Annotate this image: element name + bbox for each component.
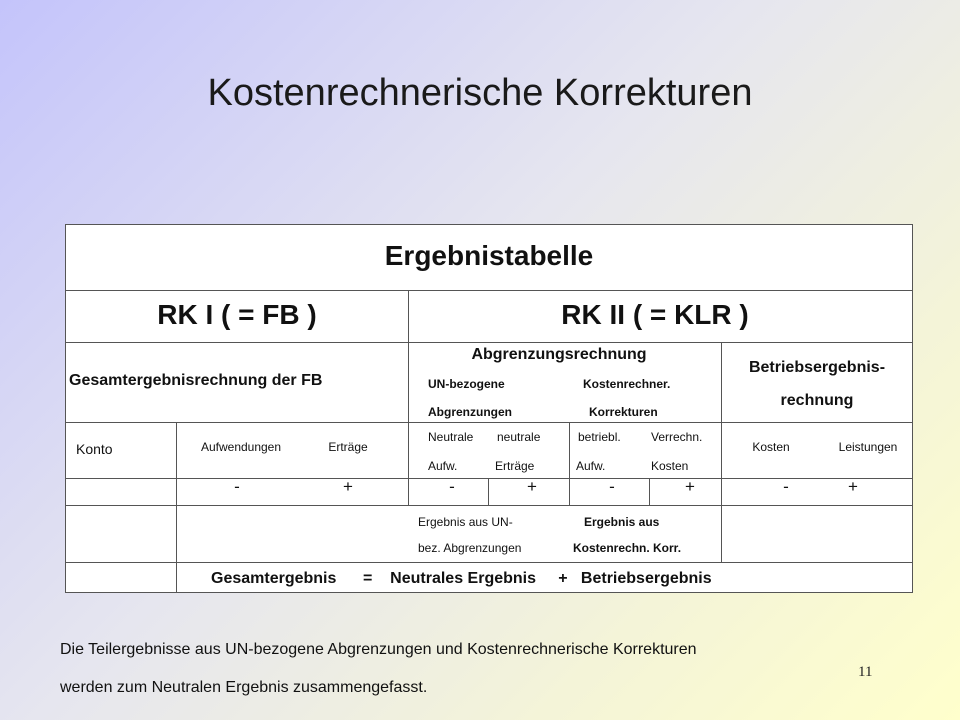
sign-minus: - xyxy=(609,477,615,496)
betriebs-label: Betriebsergebnis- xyxy=(748,359,886,376)
betriebl-aufw-label-2: Aufw. xyxy=(576,459,606,473)
divider xyxy=(66,342,912,343)
table-header: Ergebnistabelle xyxy=(384,240,594,271)
neutrale-aufw-label-2: Aufw. xyxy=(428,459,458,473)
formula-row: Gesamtergebnis = Neutrales Ergebnis + Betriebsergebnis xyxy=(211,570,712,587)
gesamt-fb-label: Gesamtergebnisrechnung der FB xyxy=(69,372,323,389)
abgrenzung-label: Abgrenzungsrechnung xyxy=(471,346,647,363)
un-bezogene-label-2: Abgrenzungen xyxy=(428,405,512,419)
divider xyxy=(66,562,912,563)
ergebnis-un-label-2: bez. Abgrenzungen xyxy=(418,541,522,555)
leistungen-label: Leistungen xyxy=(838,440,898,454)
divider xyxy=(66,290,912,291)
result-table xyxy=(65,224,913,593)
sign-plus: + xyxy=(685,477,695,496)
sign-minus: - xyxy=(783,477,789,496)
divider xyxy=(721,505,722,562)
neutrale-ertraege-label-2: Erträge xyxy=(495,459,535,473)
neutrale-aufw-label: Neutrale xyxy=(428,430,474,444)
divider xyxy=(569,422,570,506)
aufwendungen-label: Aufwendungen xyxy=(200,440,282,454)
betriebs-label-2: rechnung xyxy=(780,392,854,409)
divider xyxy=(721,342,722,506)
ergebnis-kr-label-2: Kostenrechn. Korr. xyxy=(573,541,682,555)
verrechn-kosten-label-2: Kosten xyxy=(651,459,689,473)
un-bezogene-label: UN-bezogene xyxy=(428,377,505,391)
sign-plus: + xyxy=(343,477,353,496)
konto-label: Konto xyxy=(76,441,113,457)
slide-title: Kostenrechnerische Korrekturen xyxy=(207,72,753,114)
divider xyxy=(66,505,912,506)
sign-minus: - xyxy=(449,477,455,496)
ergebnis-un-label: Ergebnis aus UN- xyxy=(418,515,513,529)
divider xyxy=(66,422,912,423)
neutrale-ertraege-label: neutrale xyxy=(497,430,541,444)
kostenrechner-label-2: Korrekturen xyxy=(589,405,658,419)
kostenrechner-label: Kostenrechner. xyxy=(583,377,671,391)
sign-minus: - xyxy=(234,477,240,496)
divider xyxy=(488,478,489,506)
footnote-line-2: werden zum Neutralen Ergebnis zusammengefasst. xyxy=(60,679,428,696)
ergebnis-kr-label: Ergebnis aus xyxy=(584,515,660,529)
footnote-line-1: Die Teilergebnisse aus UN-bezogene Abgrenzungen und Kostenrechnerische Korrekturen xyxy=(60,641,697,658)
sign-plus: + xyxy=(527,477,537,496)
page-number: 11 xyxy=(858,664,873,680)
sign-plus: + xyxy=(848,477,858,496)
divider xyxy=(649,478,650,506)
betriebl-aufw-label: betriebl. xyxy=(578,430,621,444)
ertraege-label: Erträge xyxy=(328,440,368,454)
verrechn-kosten-label: Verrechn. xyxy=(651,430,703,444)
divider xyxy=(408,290,409,506)
kosten-label: Kosten xyxy=(752,440,790,454)
divider xyxy=(176,422,177,592)
rk2-label: RK II ( = KLR ) xyxy=(561,299,749,330)
rk1-label: RK I ( = FB ) xyxy=(157,299,317,330)
